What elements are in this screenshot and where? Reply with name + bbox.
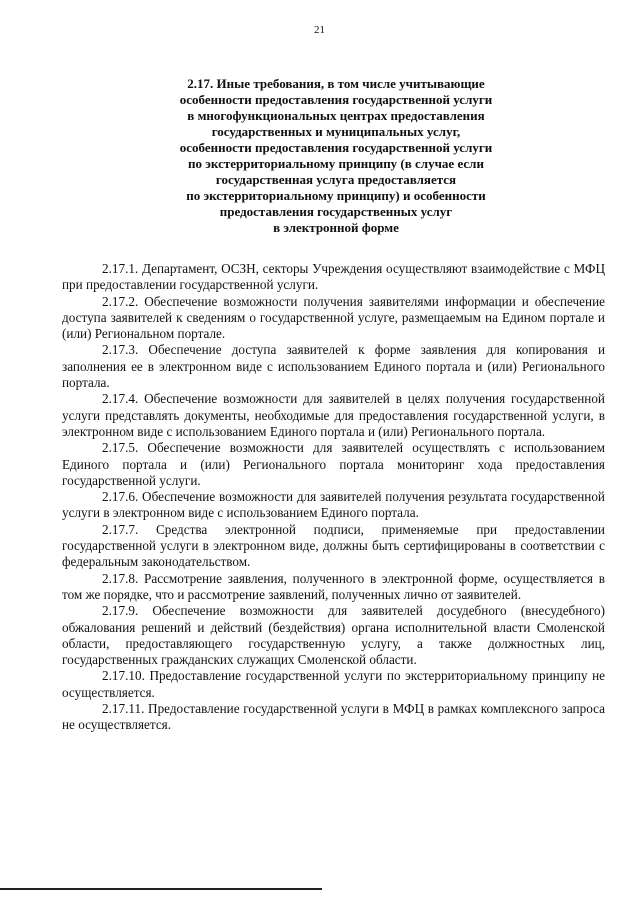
heading-line: особенности предоставления государственной услуги <box>179 140 493 155</box>
section-heading <box>150 76 522 236</box>
heading-line: особенности предоставления государственной услуги <box>179 92 493 107</box>
paragraph-2-17-10: 2.17.10. Предоставление государственной услуги по экстерриториальному принципу не осуществляется. <box>62 668 605 700</box>
footer-divider <box>0 888 322 890</box>
paragraph-2-17-3: 2.17.3. Обеспечение доступа заявителей к форме заявления для копирования и заполнения ее в электронном виде с использованием Единого портала и (или) Регионального портала. <box>62 342 605 391</box>
paragraph-2-17-2: 2.17.2. Обеспечение возможности получения заявителями информации и обеспечение доступа заявителей к сведениям о государственной услуге, размещаемым на Едином портале и (или) Региональном портале. <box>62 293 605 342</box>
heading-line: по экстерриториальному принципу) и особенности <box>186 188 486 203</box>
heading-line: государственная услуга предоставляется <box>215 172 457 187</box>
paragraph-2-17-6: 2.17.6. Обеспечение возможности для заявителей получения результата государственной услуги в электронном виде с использованием Единого портала. <box>62 489 605 521</box>
paragraph-2-17-8: 2.17.8. Рассмотрение заявления, полученного в электронной форме, осуществляется в том же порядке, что и рассмотрение заявлений, полученных лично от заявителей. <box>62 570 605 602</box>
paragraph-2-17-7: 2.17.7. Средства электронной подписи, применяемые при предоставлении государственной услуги в электронном виде, должны быть сертифицированы в соответствии с федеральным законодательством. <box>62 521 605 570</box>
heading-line: 2.17. Иные требования, в том числе учитывающие <box>187 76 485 91</box>
heading-line: по экстерриториальному принципу (в случае если <box>188 156 484 171</box>
heading-line: в электронной форме <box>273 220 399 235</box>
page-number: 21 <box>314 24 325 36</box>
paragraph-2-17-11: 2.17.11. Предоставление государственной услуги в МФЦ в рамках комплексного запроса не осуществляется. <box>62 701 605 733</box>
document-body <box>62 261 605 734</box>
paragraph-2-17-4: 2.17.4. Обеспечение возможности для заявителей в целях получения государственной услуги представлять документы, необходимые для предоставления государственной услуги, в электронном виде с использованием Единого портала и (или) Регионального портала. <box>62 391 605 439</box>
paragraph-2-17-1: 2.17.1. Департамент, ОСЗН, секторы Учреждения осуществляют взаимодействие с МФЦ при предоставлении государственной услуги. <box>62 261 605 293</box>
heading-line: в многофункциональных центрах предоставления <box>187 108 485 123</box>
paragraph-2-17-9: 2.17.9. Обеспечение возможности для заявителей досудебного (внесудебного) обжалования решений и действий (бездействия) органа исполнительной власти Смоленской области, предоставляющего государственную услугу, а также должностных лиц, государственных гражданских служащих Смоленской области. <box>62 603 605 668</box>
heading-line: государственных и муниципальных услуг, <box>211 124 461 139</box>
heading-line: предоставления государственных услуг <box>219 204 453 219</box>
paragraph-2-17-5: 2.17.5. Обеспечение возможности для заявителей осуществлять с использованием Единого портала и (или) Регионального портала мониторинг хода предоставления государственной услуги. <box>62 440 605 488</box>
